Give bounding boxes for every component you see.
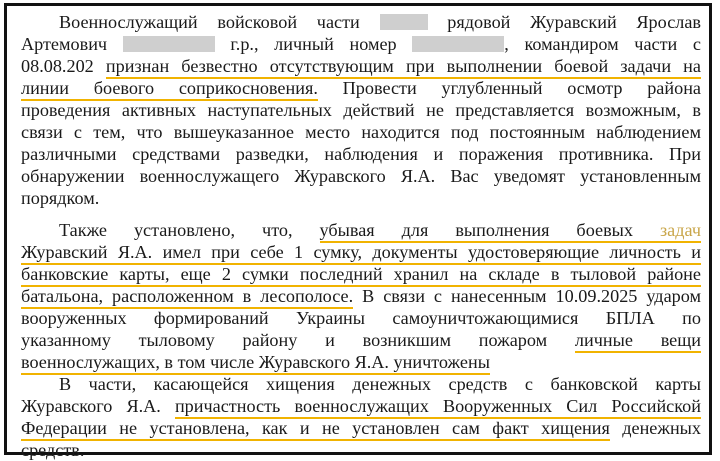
text-segment: , командиром части с: [504, 34, 701, 54]
text-line: [21, 55, 701, 77]
text-line: [21, 351, 701, 373]
text-segment: Военнослужащий войсковой части: [59, 12, 380, 32]
text-line: [21, 99, 701, 121]
text-line: [21, 121, 701, 143]
text-line: [21, 285, 701, 307]
text-segment: указанному тыловому району и возникшим пожаром: [21, 330, 575, 350]
text-line: [21, 241, 701, 263]
text-line: [21, 307, 701, 329]
text-line: [21, 187, 701, 209]
text-segment: Провести углубленный осмотр района: [317, 78, 702, 98]
document-frame: [4, 3, 712, 460]
text-line: [21, 143, 701, 165]
text-line: [21, 417, 701, 439]
redaction-block: [380, 14, 428, 30]
highlighted-text: военнослужащих, в том числе Журавского Я.А. уничтожены: [21, 352, 490, 375]
text-segment: Артемович: [21, 34, 123, 54]
text-segment: г.р., личный номер: [214, 34, 413, 54]
text-segment: 08.08.202: [21, 56, 106, 76]
highlighted-text: банковские карты, еще 2 сумки последний хранил на складе в тыловой районе: [21, 264, 701, 287]
text-line: [59, 373, 701, 395]
text-segment: Также установлено, что,: [59, 220, 320, 240]
text-segment: проведения активных наступательных действий не представляется возможным, в: [21, 100, 701, 120]
text-line: [59, 11, 701, 33]
highlighted-text: причастность военнослужащих Вооруженных Сил Российской: [175, 396, 701, 419]
text-segment: различными средствами разведки, наблюдения и поражения противника. При: [21, 144, 701, 164]
text-line: [21, 263, 701, 285]
text-segment: рядовой Журавский Ярослав: [427, 12, 702, 32]
text-line: [21, 329, 701, 351]
text-segment: Журавского Я.А.: [21, 396, 175, 416]
text-segment: обнаружении военнослужащего Журавского Я.А. Вас уведомят установленным: [21, 166, 701, 186]
text-segment: связи с тем, что вышеуказанное место находится под постоянным наблюдением: [21, 122, 701, 142]
redaction-block: [412, 36, 504, 52]
text-segment: порядком.: [21, 188, 100, 208]
redaction-block: [123, 36, 215, 52]
text-segment: денежных: [609, 418, 701, 438]
highlighted-text: батальона, расположенном в лесополосе.: [21, 286, 353, 309]
highlighted-text: признан безвестно отсутствующим при выполнении боевой задачи на: [106, 56, 701, 79]
highlighted-text: Федерации не установлена, как и не установлен сам факт хищения: [21, 418, 610, 441]
highlighted-text: убывая для выполнения боевых: [320, 220, 660, 243]
text-segment: средств.: [21, 440, 85, 460]
text-segment: вооруженных формирований Украины самоуничтожающимися БПЛА по: [21, 308, 701, 328]
highlighted-text: задач: [660, 220, 701, 243]
text-line: [21, 439, 701, 461]
text-line: [21, 395, 701, 417]
text-line: [59, 219, 701, 241]
highlighted-text: личные вещи: [575, 330, 701, 353]
text-line: [21, 33, 701, 55]
text-line: [21, 165, 701, 187]
highlighted-text: линии боевого соприкосновения.: [21, 78, 318, 101]
highlighted-text: Журавский Я.А. имел при себе 1 сумку, документы удостоверяющие личность и: [21, 242, 701, 265]
text-segment: В части, касающейся хищения денежных средств с банковской карты: [59, 374, 701, 394]
text-segment: В связи с нанесенным 10.09.2025 ударом: [353, 286, 701, 306]
text-line: [21, 77, 701, 99]
